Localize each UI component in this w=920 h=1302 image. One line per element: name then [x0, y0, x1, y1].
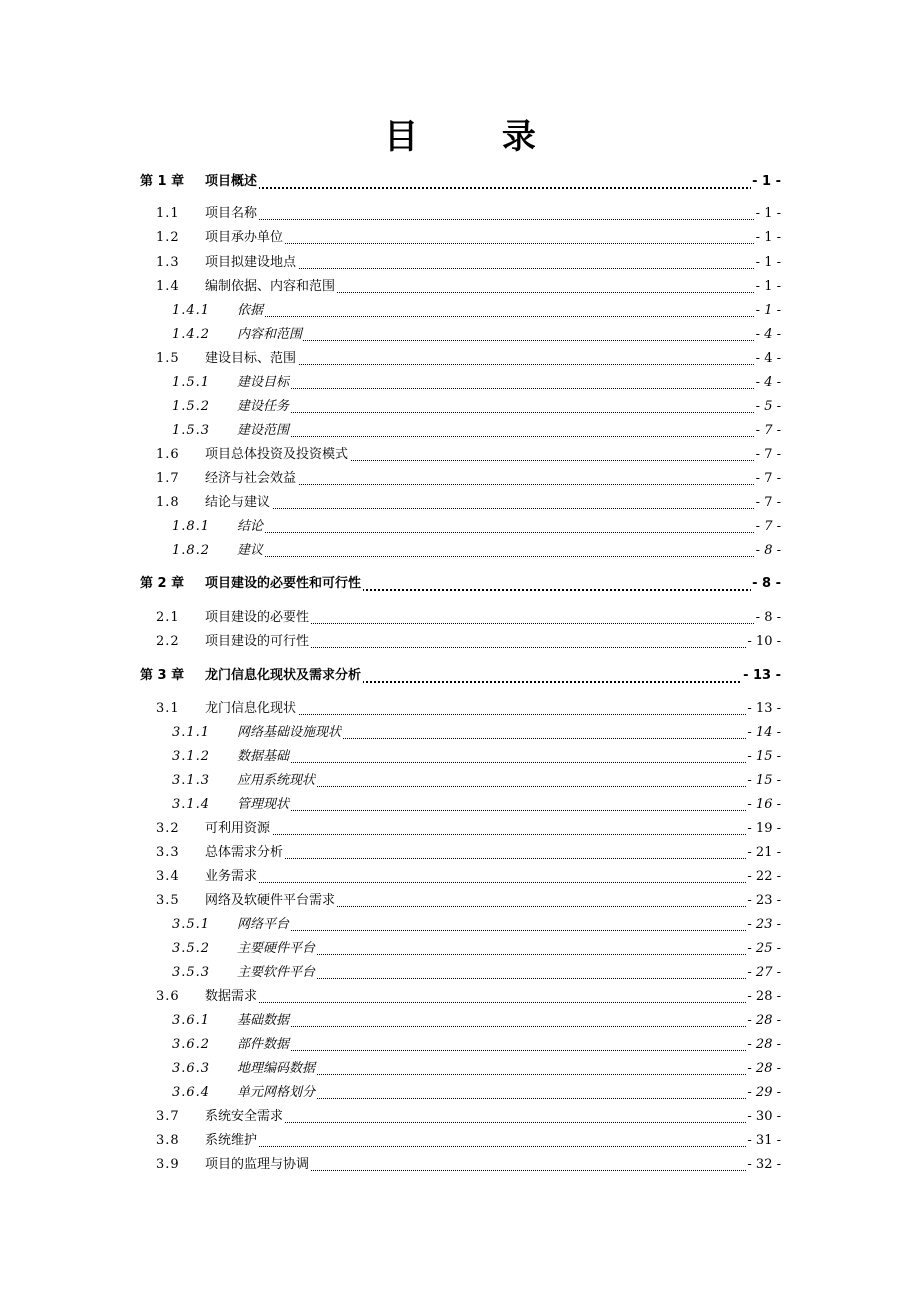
- toc-entry-page: - 15 -: [746, 746, 781, 768]
- toc-entry-title: 项目名称: [205, 203, 259, 225]
- toc-entry-number: 1.8.2: [172, 540, 210, 562]
- toc-entry-number: 3.8: [156, 1130, 180, 1152]
- toc-entry-page: - 29 -: [746, 1082, 781, 1104]
- dot-leader: [237, 1004, 756, 1027]
- toc-entry-number: 1.2: [156, 227, 180, 249]
- toc-entry-title: 经济与社会效益: [205, 468, 298, 490]
- toc-entry-number: 3.7: [156, 1106, 180, 1128]
- dot-leader: [205, 165, 756, 189]
- toc-entry-page: - 28 -: [746, 986, 781, 1008]
- toc-entry[interactable]: [0, 540, 920, 562]
- dot-leader: [205, 1124, 756, 1147]
- toc-entry-page: - 7 -: [755, 420, 781, 442]
- dot-leader: [205, 812, 756, 835]
- toc-entry-page: - 21 -: [746, 842, 781, 864]
- dot-leader: [237, 294, 756, 317]
- toc-entry-number: 1.5.3: [172, 420, 210, 442]
- toc-entry-page: - 5 -: [755, 396, 781, 418]
- toc-chapter-entry[interactable]: [0, 573, 920, 595]
- toc-entry-page: - 13 -: [742, 665, 781, 687]
- toc-entry-number: 3.1.3: [172, 770, 210, 792]
- toc-entry-number: 第 1 章: [140, 171, 184, 193]
- toc-entry-title: 总体需求分析: [205, 842, 285, 864]
- toc-entry-number: 3.6.4: [172, 1082, 210, 1104]
- dot-leader: [205, 836, 756, 859]
- toc-entry-title: 部件数据: [237, 1034, 290, 1056]
- toc-entry-page: - 31 -: [746, 1130, 781, 1152]
- toc-entry-title: 项目拟建设地点: [205, 252, 298, 274]
- toc-entry-title: 项目承办单位: [205, 227, 285, 249]
- toc-entry-page: - 8 -: [751, 573, 781, 595]
- toc-entry-number: 3.9: [156, 1154, 180, 1176]
- toc-entry-page: - 30 -: [746, 1106, 781, 1128]
- toc-entry-page: - 1 -: [755, 300, 781, 322]
- toc-entry-page: - 1 -: [755, 227, 781, 249]
- toc-entry-title: 系统维护: [205, 1130, 259, 1152]
- toc-entry-number: 3.1.4: [172, 794, 210, 816]
- toc-entry-title: 网络基础设施现状: [237, 722, 342, 744]
- toc-entry-title: 项目的监理与协调: [205, 1154, 311, 1176]
- toc-entry-number: 2.2: [156, 631, 180, 653]
- toc-entry-number: 3.3: [156, 842, 180, 864]
- toc-entry-title: 主要硬件平台: [237, 938, 316, 960]
- toc-entry-page: - 1 -: [755, 203, 781, 225]
- toc-entry-number: 第 3 章: [140, 665, 184, 687]
- dot-leader: [205, 860, 756, 883]
- toc-entry-number: 3.1: [156, 698, 180, 720]
- toc-entry-page: - 23 -: [746, 890, 781, 912]
- toc-chapter-entry[interactable]: [0, 171, 920, 193]
- dot-leader: [237, 788, 756, 811]
- toc-entry-page: - 14 -: [746, 722, 781, 744]
- toc-entry-page: - 19 -: [746, 818, 781, 840]
- toc-entry-page: - 16 -: [746, 794, 781, 816]
- toc-entry-title: 网络平台: [237, 914, 290, 936]
- toc-entry-page: - 7 -: [755, 516, 781, 538]
- toc-entry-page: - 8 -: [755, 607, 781, 629]
- toc-entry-page: - 4 -: [755, 324, 781, 346]
- toc-entry-page: - 25 -: [746, 938, 781, 960]
- toc-entry-page: - 7 -: [755, 444, 781, 466]
- toc-entry-number: 3.2: [156, 818, 180, 840]
- page-title: 目 录: [384, 117, 572, 157]
- toc-entry-title: 项目建设的必要性和可行性: [205, 573, 363, 595]
- toc-entry-number: 1.3: [156, 252, 180, 274]
- toc-entry-title: 依据: [237, 300, 264, 322]
- toc-entry[interactable]: [0, 1154, 920, 1176]
- toc-entry-page: - 28 -: [746, 1034, 781, 1056]
- toc-entry-title: 项目概述: [205, 171, 259, 193]
- dot-leader: [205, 486, 756, 509]
- toc-entry-number: 第 2 章: [140, 573, 184, 595]
- toc-entry-title: 地理编码数据: [237, 1058, 316, 1080]
- toc-entry-page: - 28 -: [746, 1010, 781, 1032]
- dot-leader: [237, 534, 756, 557]
- toc-entry-page: - 4 -: [755, 348, 781, 370]
- toc-entry-page: - 23 -: [746, 914, 781, 936]
- toc-entry-title: 可利用资源: [205, 818, 272, 840]
- toc-entry-title: 内容和范围: [237, 324, 303, 346]
- toc-entry-title: 项目总体投资及投资模式: [205, 444, 350, 466]
- toc-chapter-entry[interactable]: [0, 665, 920, 687]
- toc-entry-page: - 27 -: [746, 962, 781, 984]
- toc-entry-number: 3.6: [156, 986, 180, 1008]
- toc-entry-number: 3.4: [156, 866, 180, 888]
- dot-leader: [205, 980, 756, 1003]
- toc-entry-number: 1.8.1: [172, 516, 210, 538]
- toc-entry-title: 建设目标、范围: [205, 348, 298, 370]
- dot-leader: [205, 221, 756, 244]
- toc-entry-number: 1.6: [156, 444, 180, 466]
- toc-entry-title: 结论: [237, 516, 264, 538]
- toc-entry-title: 龙门信息化现状: [205, 698, 298, 720]
- dot-leader: [237, 390, 756, 413]
- toc-entry-page: - 15 -: [746, 770, 781, 792]
- dot-leader: [237, 510, 756, 533]
- toc-entry-number: 3.1.2: [172, 746, 210, 768]
- toc-entry-number: 3.6.1: [172, 1010, 210, 1032]
- toc-entry-number: 1.8: [156, 492, 180, 514]
- toc-entry-title: 建设目标: [237, 372, 290, 394]
- toc-entry-page: - 8 -: [755, 540, 781, 562]
- toc-entry-page: - 7 -: [755, 468, 781, 490]
- toc-entry-title: 数据基础: [237, 746, 290, 768]
- dot-leader: [237, 1028, 756, 1051]
- toc-entry-number: 3.5.1: [172, 914, 210, 936]
- toc-entry-page: - 10 -: [746, 631, 781, 653]
- toc-entry-title: 龙门信息化现状及需求分析: [205, 665, 363, 687]
- dot-leader: [237, 366, 756, 389]
- dot-leader: [237, 740, 756, 763]
- toc-entry-number: 3.5: [156, 890, 180, 912]
- toc-entry-number: 1.4.1: [172, 300, 210, 322]
- toc-entry-number: 1.5.1: [172, 372, 210, 394]
- toc-entry-page: - 1 -: [755, 252, 781, 274]
- toc-entry-page: - 22 -: [746, 866, 781, 888]
- toc-entry-number: 3.6.3: [172, 1058, 210, 1080]
- toc-entry-title: 建设任务: [237, 396, 290, 418]
- toc-entry-title: 应用系统现状: [237, 770, 316, 792]
- toc-entry-number: 1.1: [156, 203, 180, 225]
- toc-entry-number: 1.4.2: [172, 324, 210, 346]
- toc-entry[interactable]: [0, 631, 920, 653]
- toc-entry-number: 3.5.3: [172, 962, 210, 984]
- toc-entry-title: 基础数据: [237, 1010, 290, 1032]
- dot-leader: [237, 414, 756, 437]
- toc-entry-page: - 1 -: [751, 171, 781, 193]
- toc-entry-number: 2.1: [156, 607, 180, 629]
- toc-entry-title: 单元网格划分: [237, 1082, 316, 1104]
- dot-leader: [237, 908, 756, 931]
- toc-entry-page: - 32 -: [746, 1154, 781, 1176]
- toc-entry-title: 建设范围: [237, 420, 290, 442]
- toc-entry-number: 3.1.1: [172, 722, 210, 744]
- toc-entry-page: - 4 -: [755, 372, 781, 394]
- toc-entry-title: 编制依据、内容和范围: [205, 276, 337, 298]
- dot-leader: [205, 1100, 756, 1123]
- toc-entry-title: 项目建设的必要性: [205, 607, 311, 629]
- toc-entry-number: 1.4: [156, 276, 180, 298]
- toc-entry-title: 建议: [237, 540, 264, 562]
- toc-entry-title: 系统安全需求: [205, 1106, 285, 1128]
- toc-entry-title: 项目建设的可行性: [205, 631, 311, 653]
- toc-entry-title: 业务需求: [205, 866, 259, 888]
- toc-entry-page: - 7 -: [755, 492, 781, 514]
- toc-entry-title: 网络及软硬件平台需求: [205, 890, 337, 912]
- toc-entry-title: 结论与建议: [205, 492, 272, 514]
- toc-entry-title: 管理现状: [237, 794, 290, 816]
- dot-leader: [237, 318, 756, 341]
- toc-entry-title: 数据需求: [205, 986, 259, 1008]
- toc-entry-number: 3.6.2: [172, 1034, 210, 1056]
- toc-entry-title: 主要软件平台: [237, 962, 316, 984]
- toc-entry-page: - 28 -: [746, 1058, 781, 1080]
- dot-leader: [205, 197, 756, 220]
- toc-entry-page: - 1 -: [755, 276, 781, 298]
- toc-entry-number: 1.7: [156, 468, 180, 490]
- toc-entry-page: - 13 -: [746, 698, 781, 720]
- toc-entry-number: 3.5.2: [172, 938, 210, 960]
- toc-entry-number: 1.5.2: [172, 396, 210, 418]
- toc-entry-number: 1.5: [156, 348, 180, 370]
